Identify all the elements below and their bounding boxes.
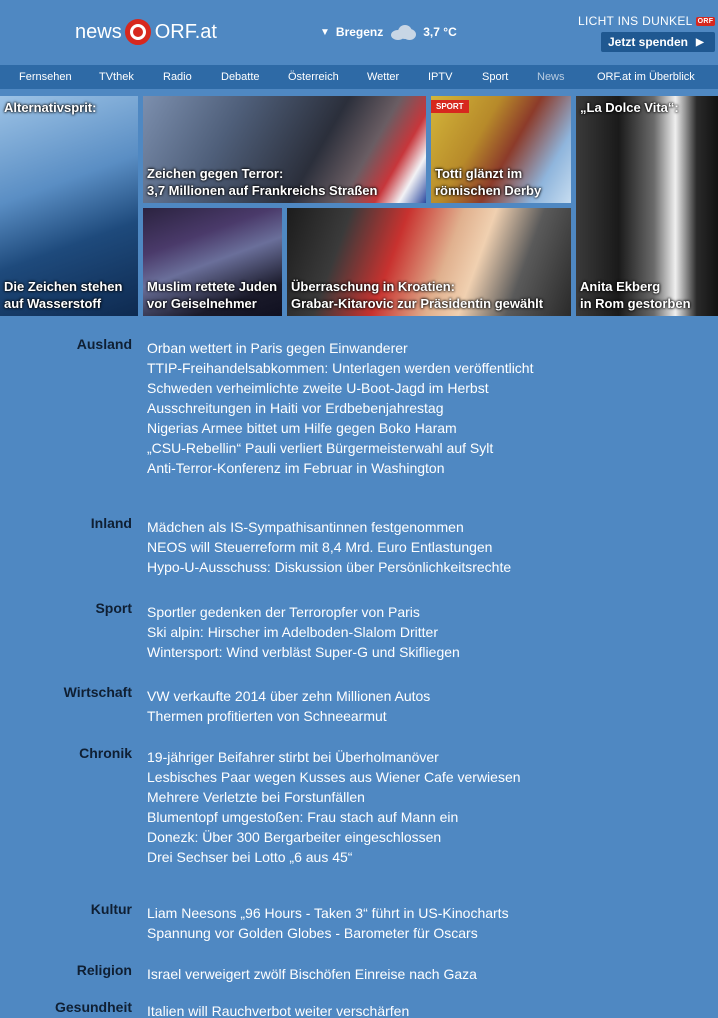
teaser-caption-line: Grabar-Kitarovic zur Präsidentin gewählt — [291, 296, 544, 311]
teaser-caption — [147, 165, 377, 199]
nav-item-debatte[interactable]: Debatte — [221, 71, 260, 83]
teaser-caption-line: vor Geiselnehmer — [147, 296, 257, 311]
headline-link[interactable]: TTIP-Freihandelsabkommen: Unterlagen werden veröffentlicht — [147, 360, 534, 376]
teaser-caption — [4, 278, 122, 312]
licht-ins-dunkel-logo[interactable] — [578, 14, 715, 28]
teaser-caption-line: Die Zeichen stehen — [4, 279, 123, 294]
teaser-muslim-rettete-juden[interactable] — [143, 208, 282, 316]
nav-item-fernsehen[interactable]: Fernsehen — [19, 71, 72, 83]
headline-link[interactable]: NEOS will Steuerreform mit 8,4 Mrd. Euro Entlastungen — [147, 539, 493, 555]
headline-link[interactable]: Liam Neesons „96 Hours - Taken 3“ führt in US-Kinocharts — [147, 905, 509, 921]
headline-link[interactable]: Wintersport: Wind verbläst Super-G und Skifliegen — [147, 644, 460, 660]
sport-badge: SPORT — [431, 100, 469, 113]
section-label: Wirtschaft — [63, 684, 132, 700]
nav-item-iptv[interactable]: IPTV — [428, 71, 453, 83]
teaser-kicker: „La Dolce Vita“: — [580, 100, 679, 115]
donate-button[interactable] — [601, 32, 715, 52]
teaser-caption-line: auf Wasserstoff — [4, 296, 102, 311]
teaser-caption — [147, 278, 277, 312]
play-arrow-icon: ▶ — [696, 36, 704, 48]
headline-link[interactable]: Sportler gedenken der Terroropfer von Paris — [147, 604, 420, 620]
headline-link[interactable]: Nigerias Armee bittet um Hilfe gegen Boko Haram — [147, 420, 457, 436]
nav-item-radio[interactable]: Radio — [163, 71, 192, 83]
section-label: Kultur — [90, 901, 132, 917]
cloud-icon — [389, 24, 417, 40]
licht-ins-dunkel-text: LICHT INS DUNKEL — [578, 14, 693, 28]
teaser-caption-line: 3,7 Millionen auf Frankreichs Straßen — [147, 183, 378, 198]
logo-orf-text: ORF.at — [154, 20, 217, 43]
weather-temperature: 3,7 °C — [423, 25, 457, 39]
header — [0, 0, 718, 64]
headline-link[interactable]: „CSU-Rebellin“ Pauli verliert Bürgermeisterwahl auf Sylt — [147, 440, 494, 456]
headline-link[interactable]: Italien will Rauchverbot weiter verschärfen — [147, 1003, 410, 1018]
dropdown-triangle-icon[interactable]: ▼ — [320, 26, 330, 38]
headline-link[interactable]: VW verkaufte 2014 über zehn Millionen Autos — [147, 688, 431, 704]
section-label: Ausland — [76, 336, 132, 352]
headline-link[interactable]: Donezk: Über 300 Bergarbeiter eingeschlossen — [147, 829, 442, 845]
section-label: Inland — [90, 515, 132, 531]
nav-item-tvthek[interactable]: TVthek — [99, 71, 134, 83]
teaser-caption-line: in Rom gestorben — [580, 296, 691, 311]
section-label: Religion — [76, 962, 132, 978]
logo-news-text: news — [75, 20, 122, 43]
headline-link[interactable]: Ausschreitungen in Haiti vor Erdbebenjahrestag — [147, 400, 444, 416]
teaser-alternativsprit[interactable] — [0, 96, 138, 316]
section-label: Gesundheit — [54, 999, 132, 1015]
teaser-caption-line: Muslim rettete Juden — [147, 279, 278, 294]
nav-item-orf-ueberblick[interactable]: ORF.at im Überblick — [597, 71, 695, 83]
nav-item-sport[interactable]: Sport — [482, 71, 509, 83]
news-orf-logo[interactable] — [75, 17, 217, 47]
headline-link[interactable]: Blumentopf umgestoßen: Frau stach auf Mann ein — [147, 809, 459, 825]
nav-item-oesterreich[interactable]: Österreich — [288, 71, 339, 83]
headline-link[interactable]: Spannung vor Golden Globes - Barometer für Oscars — [147, 925, 478, 941]
teaser-caption — [580, 278, 691, 312]
teaser-caption-line: Überraschung in Kroatien: — [291, 279, 455, 294]
section-label: Chronik — [79, 745, 132, 761]
teaser-caption-line: Anita Ekberg — [580, 279, 661, 294]
headline-link[interactable]: Orban wettert in Paris gegen Einwanderer — [147, 340, 408, 356]
main-nav — [0, 65, 718, 89]
teaser-caption — [291, 278, 543, 312]
orf-ring-icon — [125, 19, 151, 45]
teaser-caption-line: Zeichen gegen Terror: — [147, 166, 284, 181]
teaser-caption-line: römischen Derby — [435, 183, 542, 198]
teaser-caption-line: Totti glänzt im — [435, 166, 523, 181]
headline-link[interactable]: Lesbisches Paar wegen Kusses aus Wiener Cafe verwiesen — [147, 769, 521, 785]
headline-link[interactable]: Hypo-U-Ausschuss: Diskussion über Persönlichkeitsrechte — [147, 559, 512, 575]
headline-link[interactable]: 19-jähriger Beifahrer stirbt bei Überholmanöver — [147, 749, 439, 765]
headline-link[interactable]: Anti-Terror-Konferenz im Februar in Washington — [147, 460, 445, 476]
teaser-totti[interactable] — [431, 96, 571, 203]
teaser-zeichen-gegen-terror[interactable] — [143, 96, 426, 203]
headline-link[interactable]: Schweden verheimlichte zweite U-Boot-Jagd im Herbst — [147, 380, 489, 396]
teaser-la-dolce-vita[interactable] — [576, 96, 718, 316]
nav-item-wetter[interactable]: Wetter — [367, 71, 400, 83]
teaser-kicker: Alternativsprit: — [4, 100, 97, 115]
section-label: Sport — [95, 600, 132, 616]
headline-link[interactable]: Mädchen als IS-Sympathisantinnen festgenommen — [147, 519, 464, 535]
weather-city: Bregenz — [335, 25, 384, 39]
donate-label: Jetzt spenden — [608, 35, 689, 49]
headline-link[interactable]: Thermen profitierten von Schneearmut — [147, 708, 387, 724]
weather-widget[interactable] — [320, 24, 457, 40]
orf-badge: ORF — [697, 17, 714, 25]
headline-link[interactable]: Ski alpin: Hirscher im Adelboden-Slalom Dritter — [147, 624, 438, 640]
headline-link[interactable]: Mehrere Verletzte bei Forstunfällen — [147, 789, 365, 805]
teaser-caption — [435, 165, 541, 199]
nav-item-news[interactable]: News — [537, 71, 565, 83]
headline-link[interactable]: Drei Sechser bei Lotto „6 aus 45“ — [147, 849, 353, 865]
teaser-kroatien[interactable] — [287, 208, 571, 316]
headline-link[interactable]: Israel verweigert zwölf Bischöfen Einreise nach Gaza — [147, 966, 477, 982]
